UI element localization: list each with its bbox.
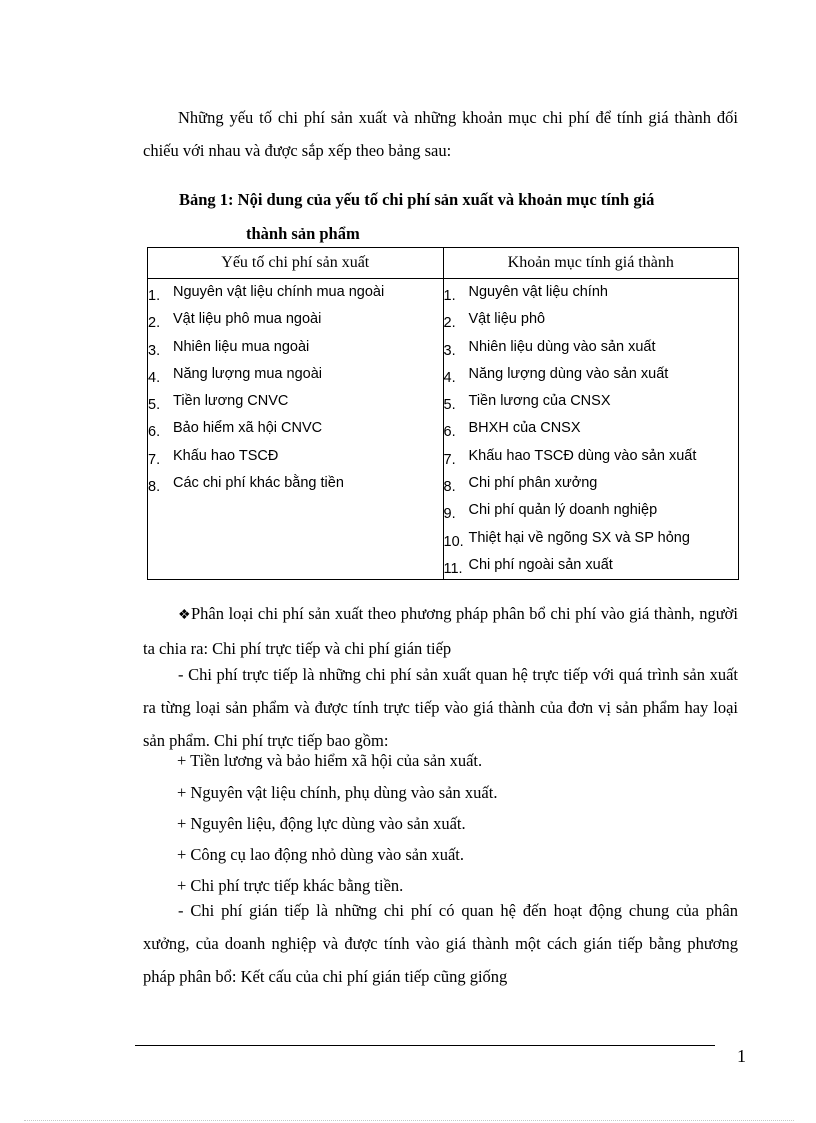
cost-table (147, 247, 739, 580)
item-text: Năng lượng mua ngoài (173, 365, 323, 382)
header-costing-items: Khoản mục tính giá thành (443, 248, 739, 279)
item-number: 1. (148, 288, 161, 304)
item-number: 4. (443, 369, 456, 386)
item-number: 9. (443, 506, 456, 523)
header-cost-elements: Yếu tố chi phí sản xuất (148, 248, 444, 279)
page-edge-divider (24, 1120, 794, 1121)
item-number: 2. (443, 315, 456, 332)
item-number: 7. (148, 451, 161, 468)
classification-text: Phân loại chi phí sản xuất theo phương pháp phân bổ chi phí vào giá thành, người ta chia ra: Chi phí trực tiếp và chi phí gián tiếp (143, 604, 738, 658)
footer-divider (135, 1045, 715, 1046)
item-number: 6. (443, 424, 456, 441)
diamond-bullet-icon: ❖ (178, 608, 191, 623)
item-number: 3. (443, 342, 456, 359)
list-item (148, 306, 443, 333)
list-item (148, 334, 443, 361)
item-text: Các chi phí khác bằng tiền (173, 475, 344, 492)
item-text: Nhiên liệu mua ngoài (173, 338, 310, 355)
list-item (148, 279, 443, 306)
list-item: + Tiền lương và bảo hiểm xã hội của sản xuất. (177, 751, 483, 770)
item-text: Nhiên liệu dùng vào sản xuất (468, 338, 656, 355)
item-number: 2. (148, 315, 161, 332)
item-text: Bảo hiểm xã hội CNVC (173, 420, 323, 437)
list-item (444, 525, 739, 552)
list-item (444, 443, 739, 470)
list-item: + Nguyên liệu, động lực dùng vào sản xuất. (177, 814, 466, 833)
list-item (444, 306, 739, 333)
intro-paragraph: Những yếu tố chi phí sản xuất và những khoản mục chi phí để tính giá thành đối chiếu với nhau và được sắp xếp theo bảng sau: (143, 108, 738, 160)
page-number: 1 (737, 1046, 746, 1066)
item-number: 1. (443, 288, 456, 304)
list-item (148, 361, 443, 388)
costing-items-list (444, 279, 739, 579)
item-number: 8. (148, 479, 161, 496)
item-text: Nguyên vật liệu chính mua ngoài (173, 284, 385, 300)
classification-paragraph (143, 597, 738, 665)
indirect-cost-paragraph: - Chi phí gián tiếp là những chi phí có quan hệ đến hoạt động chung của phân xưởng, của doanh nghiệp và được tính vào giá thành một cách gián tiếp bằng phương pháp phân bổ: Kết cấu của chi phí gián tiếp cũng giống (143, 901, 738, 986)
item-number: 4. (148, 369, 161, 386)
item-number: 11. (443, 560, 463, 577)
cost-elements-cell (148, 279, 444, 580)
item-text: Khấu hao TSCĐ (173, 447, 279, 464)
cost-elements-list (148, 279, 443, 497)
item-text: Nguyên vật liệu chính (468, 284, 608, 300)
list-item (444, 497, 739, 524)
list-item (444, 415, 739, 442)
list-item (444, 388, 739, 415)
item-text: Tiền lương của CNSX (468, 393, 611, 410)
item-text: Chi phí phân xưởng (468, 475, 598, 492)
item-text: Tiền lương CNVC (173, 393, 289, 410)
item-number: 8. (443, 479, 456, 496)
item-text: Thiệt hại về ngõng SX và SP hỏng (468, 529, 690, 546)
item-number: 5. (443, 397, 456, 414)
item-text: Khấu hao TSCĐ dùng vào sản xuất (468, 447, 697, 464)
list-item (444, 552, 739, 579)
item-number: 6. (148, 424, 161, 441)
item-text: Chi phí quản lý doanh nghiệp (468, 502, 658, 519)
item-number: 5. (148, 397, 161, 414)
costing-items-cell (443, 279, 739, 580)
caption-line-2: thành sản phẩm (246, 224, 360, 243)
item-number: 3. (148, 342, 161, 359)
list-item: + Chi phí trực tiếp khác bằng tiền. (177, 876, 404, 895)
list-item (444, 334, 739, 361)
item-number: 7. (443, 451, 456, 468)
item-text: Chi phí ngoài sản xuất (468, 556, 613, 573)
list-item (148, 388, 443, 415)
list-item (444, 470, 739, 497)
list-item: + Công cụ lao động nhỏ dùng vào sản xuất. (177, 845, 465, 864)
item-text: BHXH của CNSX (468, 420, 581, 437)
table-caption (179, 183, 739, 251)
caption-line-1: Bảng 1: Nội dung của yếu tố chi phí sản xuất và khoản mục tính giá (179, 190, 655, 209)
direct-cost-paragraph: - Chi phí trực tiếp là những chi phí sản xuất quan hệ trực tiếp với quá trình sản xuất ra từng loại sản phẩm và được tính trực tiếp vào giá thành của đơn vị sản phẩm hay loại sản phẩm. Chi phí trực tiếp bao gồm: (143, 665, 738, 750)
list-item (148, 470, 443, 497)
list-item (444, 279, 739, 306)
item-text: Vật liệu phô (468, 311, 546, 328)
list-item (148, 443, 443, 470)
item-number: 10. (443, 533, 464, 550)
list-item: + Nguyên vật liệu chính, phụ dùng vào sản xuất. (177, 783, 498, 802)
item-text: Năng lượng dùng vào sản xuất (468, 365, 669, 382)
list-item (148, 415, 443, 442)
item-text: Vật liệu phô mua ngoài (173, 311, 322, 328)
list-item (444, 361, 739, 388)
